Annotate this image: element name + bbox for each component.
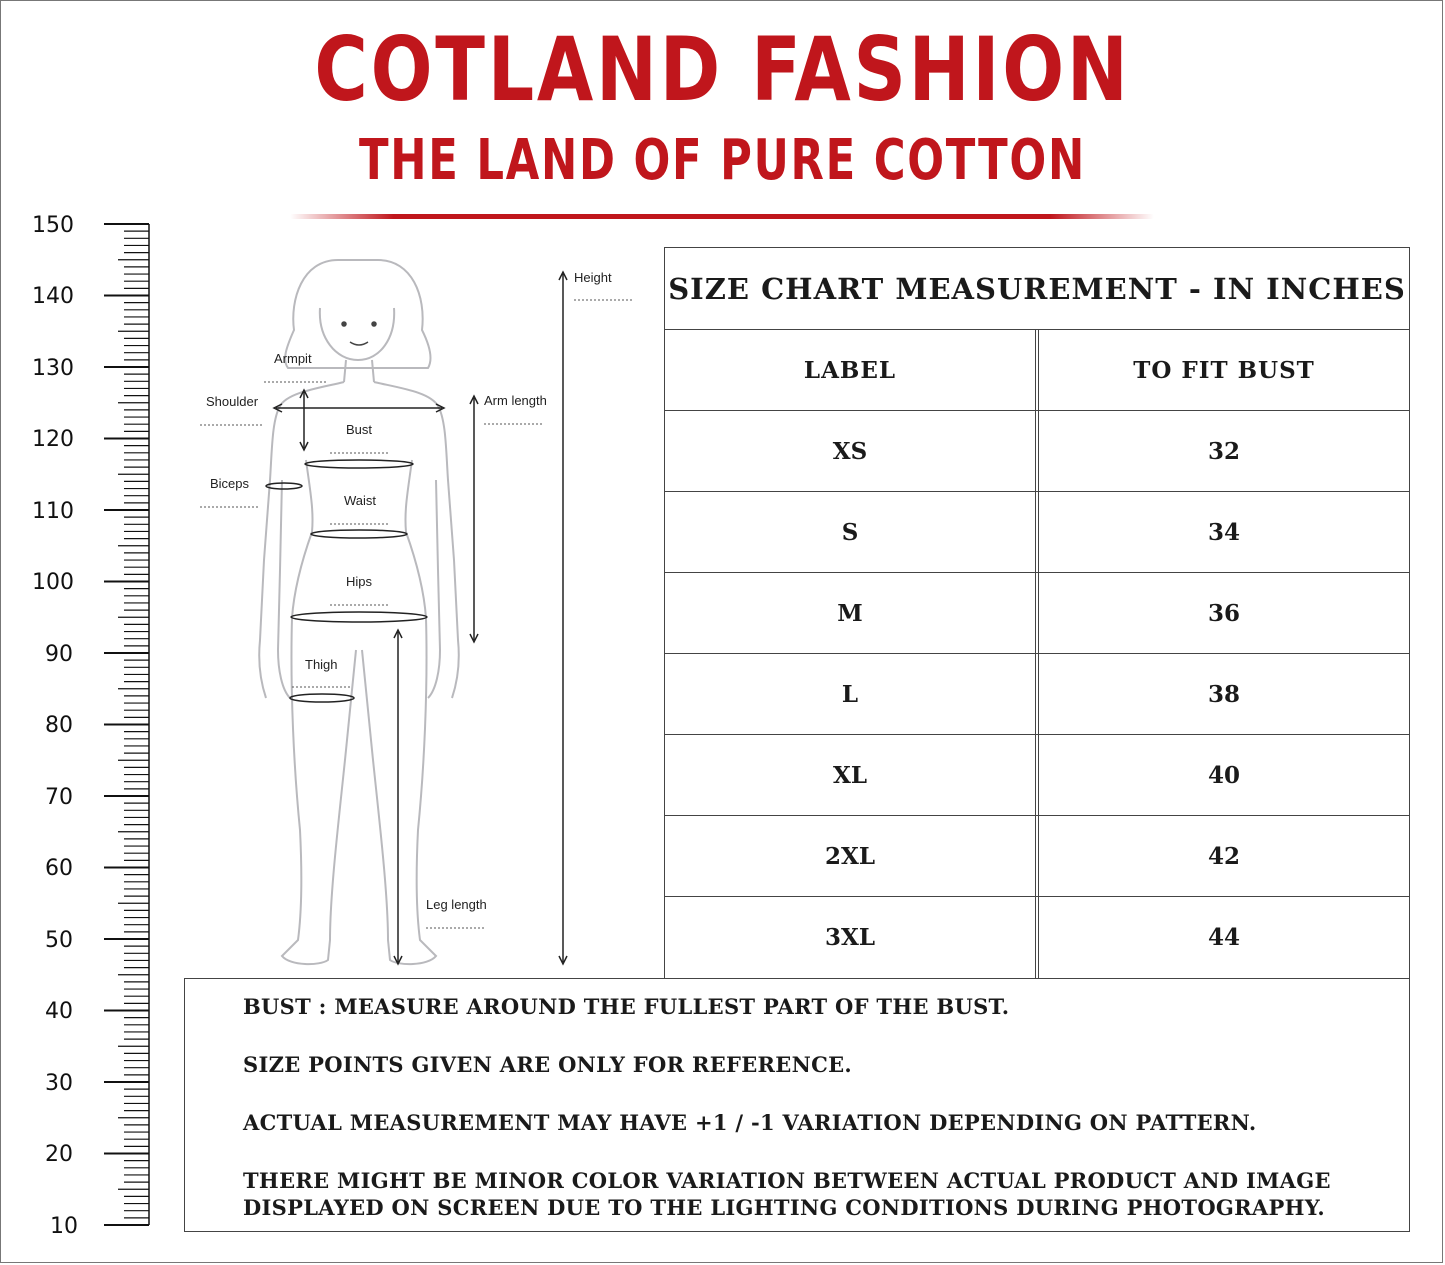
ruler-ticks [104,224,149,1225]
ruler-label: 90 [45,642,73,667]
size-chart-table [664,247,1410,979]
table-row [665,492,1409,573]
ruler-label: 150 [32,213,74,238]
size-label: 2XL [665,816,1039,896]
ruler-label: 50 [45,928,73,953]
brand-title: COTLAND FASHION [314,18,1131,121]
body-measurement-figure [190,250,650,975]
column-header-bust: TO FIT BUST [1133,356,1315,384]
note-variation: ACTUAL MEASUREMENT MAY HAVE +1 / -1 VARIATION DEPENDING ON PATTERN. [243,1110,1257,1135]
label-armpit: Armpit [274,351,312,366]
notes-box [184,978,1410,1232]
label-leg-length: Leg length [426,897,487,912]
bust-value: 34 [1207,518,1240,546]
label-biceps: Biceps [210,476,250,491]
ruler-label: 140 [32,284,74,309]
ruler-labels [32,213,78,1239]
table-row [665,573,1409,654]
bust-value: 38 [1207,680,1240,708]
table-row [665,411,1409,492]
ruler-label: 110 [32,499,74,524]
ruler-label: 20 [45,1142,73,1167]
label-shoulder: Shoulder [206,394,259,409]
size-label: S [665,492,1039,572]
table-row [665,654,1409,735]
size-label: XL [665,735,1039,815]
bust-value: 36 [1207,599,1240,627]
table-row [665,816,1409,897]
ruler-label: 70 [45,785,73,810]
face-features [342,322,376,345]
ruler-label: 40 [45,999,73,1024]
note-reference: SIZE POINTS GIVEN ARE ONLY FOR REFERENCE. [243,1052,853,1077]
size-chart-title: SIZE CHART MEASUREMENT - IN INCHES [665,248,1409,330]
note-bust: BUST : MEASURE AROUND THE FULLEST PART OF THE BUST. [243,994,1010,1019]
label-bust: Bust [346,422,373,437]
label-height: Height [574,270,612,285]
label-arm-length: Arm length [484,393,547,408]
note-color: THERE MIGHT BE MINOR COLOR VARIATION BETWEEN ACTUAL PRODUCT AND IMAGE DISPLAYED ON SCREEN DUE TO THE LIGHTING CONDITIONS DURING PHOTOGRAPHY. [243,1168,1331,1220]
size-chart-header-row [665,330,1409,411]
size-label: XS [665,411,1039,491]
label-waist: Waist [344,493,377,508]
table-row [665,735,1409,816]
label-thigh: Thigh [305,657,338,672]
bust-value: 40 [1207,761,1240,789]
ruler-label: 60 [45,856,73,881]
height-ruler [0,200,160,1250]
size-label: 3XL [665,897,1039,978]
header-divider [290,214,1154,219]
label-hips: Hips [346,574,373,589]
size-label: M [665,573,1039,653]
size-label: L [665,654,1039,734]
bust-value: 44 [1207,924,1240,951]
ruler-label: 30 [45,1071,73,1096]
bust-value: 32 [1207,437,1240,465]
column-header-label: LABEL [665,330,1039,410]
ruler-label: 80 [45,713,73,738]
ruler-label: 130 [32,356,74,381]
table-row [665,897,1409,978]
brand-tagline: THE LAND OF PURE COTTON [359,128,1086,193]
bust-value: 42 [1207,842,1240,870]
ruler-label: 120 [32,427,74,452]
ruler-label: 10 [50,1214,78,1239]
ruler-label: 100 [32,570,74,595]
